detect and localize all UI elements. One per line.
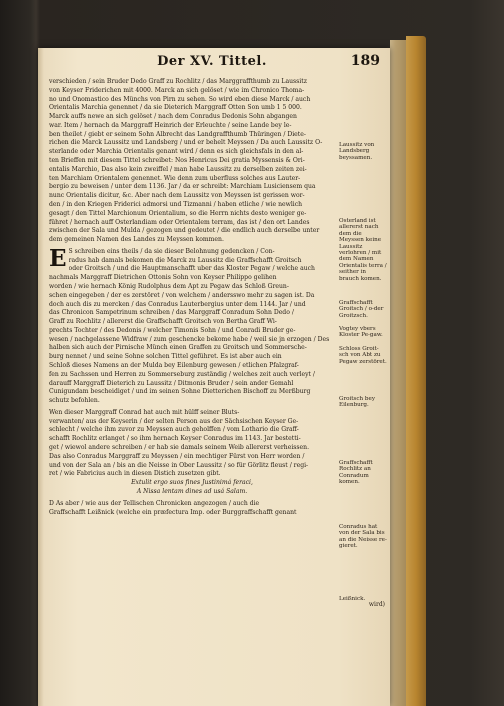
para1-line: führet / hernach auff Osterlandiam oder Orientalem terram, das ist / den ort Landes bbox=[49, 218, 310, 226]
para2-line: nachmals Marggraff Dietrichen Ottonis Sohn von Keyser Philippo gelihen bbox=[49, 274, 277, 282]
verse-line-1: Extulit ergo suos fines Justinimá feraci, bbox=[131, 479, 253, 487]
para1-line: no und Onomastico des Münchs von Pirn zu sehen. So wird eben diese Marck / auch bbox=[49, 95, 311, 103]
para2-line: halben sich auch der Pirnische Münch einen Graffen zu Groitsch und Sommersche- bbox=[49, 344, 307, 352]
paragraph-2 bbox=[49, 244, 335, 406]
para3-line: und von der Sala an / bis an die Neisse in Ober Laussitz / so für Görlitz fleust / regi- bbox=[49, 461, 309, 469]
main-text-column bbox=[49, 78, 335, 517]
book-cover-edge bbox=[406, 36, 426, 706]
para2-line: schutz befohlen. bbox=[49, 397, 100, 405]
running-title: Der XV. Tittel. bbox=[157, 54, 267, 69]
para3-line: Das also Conradus Marggraff zu Meyssen / ein mechtiger Fürst von Herr worden / bbox=[49, 452, 305, 460]
catchword: wird) bbox=[368, 601, 385, 609]
para1-line: den / in den Kriegen Friderici admorsi und Tizmanni / haben etliche / wie newlich bbox=[49, 200, 303, 208]
para1-line: ten Marchiam Orientalem genennet. Wie denn zum uberfluss solches aus Lauter- bbox=[49, 174, 301, 182]
para2-line: fen zu Sachssen und Herren zu Sommerseburg zuständig / welches zeit auch verleyt / bbox=[49, 370, 315, 378]
para3-line: schafft Rochlitz erlanget / so ihm hernach Keyser Conradus im 1143. Jar bestetti- bbox=[49, 435, 301, 443]
margin-note: Groitsch bey Eilenburg. bbox=[339, 396, 375, 409]
para1-line: gesagt / den Tittel Marchionum Orientalium, so die Herrn nichts desto weniger ge- bbox=[49, 209, 307, 217]
para1-line: Marck auffs newe an sich gelöset / nach dem Conradus Dedonis Sohn abgangen bbox=[49, 113, 297, 121]
margin-note: Vogtey vbers Kloster Pe-gaw. bbox=[339, 326, 383, 339]
para1-line: verschieden / sein Bruder Dedo Graff zu Rochlitz / das Marggraffthumb zu Laussitz bbox=[49, 78, 307, 85]
margin-note: Schloss Groit-sch von Abt zu Pegaw zerstöret. bbox=[339, 346, 387, 365]
paragraph-4-line-1: D As aber / wie aus der Tellischen Chronicken angezogen / auch die bbox=[49, 499, 260, 507]
para1-line: sterlande oder Marchia Orientalis genant wird / denn es sich gleichsfals in den al- bbox=[49, 148, 304, 156]
margin-note: Osterland ist allererst nach dem die Meyssen keine Laussitz verlohren / mit dem Namen Orientalis terra / seither in brauch komen. bbox=[339, 218, 387, 282]
para1-line: Orientalis Marchia genennet / da sie Dieterich Marggraff Otten Son umb 1 5 000. bbox=[49, 104, 302, 112]
paragraph-4-line-2: Graffschafft Leißnick (welche ein præfectura Imp. oder Burggraffschafft genant bbox=[49, 508, 297, 516]
para3-line: schlecht / welche ihm zuvor zu Meyssen auch geholffen / vom Lothario die Graff- bbox=[49, 426, 299, 434]
page-header bbox=[40, 54, 384, 76]
para1-line: bergio zu beweisen / unter dem 1136. Jar / da er schreibt: Marchiam Lusiciensem qua bbox=[49, 183, 316, 191]
para3-line: verwanten/ aus der Keyserin / der selten Person aus der Sächsischen Keyser Ge- bbox=[49, 417, 299, 425]
para2-line: schen eingegeben / der es zerstöret / von welchem / andersswo mehr zu sagen ist. Da bbox=[49, 291, 315, 299]
verse-line-2: A Nissa lentam dines ad usá Salam. bbox=[136, 487, 248, 495]
paragraph-1 bbox=[49, 78, 335, 245]
drop-initial: E bbox=[49, 244, 67, 272]
para2-line: worden / wie hernach König Rudolphus dem Apt zu Pegaw das Schloß Greun- bbox=[49, 282, 289, 290]
para1-line: zwischen der Sala und Mulda / gezogen und gedeutet / die endlich auch derselbe unter bbox=[49, 227, 320, 235]
margin-note: Laussitz von Landsberg beyssamen. bbox=[339, 142, 375, 161]
para2-line: darauff Marggraff Dieterich zu Laussitz / Ditmonis Bruder / sein ander Gemahl bbox=[49, 379, 294, 387]
para2-line: burg nennet / und seine Sohne solchen Tittel geführet. Es ist aber auch ein bbox=[49, 353, 282, 361]
paragraph-4 bbox=[49, 500, 335, 518]
para1-line: dem gemeinen Namen des Landes zu Meyssen kommen. bbox=[49, 236, 224, 244]
para2-line: prechts Tochter / des Dedonis / welcher Timonis Sohn / und Conradi Bruder ge- bbox=[49, 326, 296, 334]
para3-line: Wen dieser Marggraff Conrad hat auch mit hülff seiner Bluts- bbox=[49, 408, 240, 416]
para2-line: radus hab damals bekomen die Marck zu Laussitz die Graffschafft Groitsch bbox=[68, 256, 302, 264]
margin-note: Graffschafft Rochlitz an Conradum komen. bbox=[339, 460, 373, 486]
para2-line: Cunigundam bescheidiget / und im seinen Sohne Dietterichen Bischoff zu Merßburg bbox=[49, 388, 311, 396]
para2-line: Schloß dieses Namens an der Mulda bey Eilenburg gewesen / etlichen Pfalzgraf- bbox=[49, 362, 299, 369]
para1-line: von Keyser Friderichen mit 4000. Marck an sich gelöset / wie im Chronico Thoma- bbox=[49, 86, 305, 94]
para2-line: S schreiben eins theils / da sie dieser Belohnung gedencken / Con- bbox=[68, 247, 275, 255]
para3-line: get / wiewol andere schreiben / er hab sie damals seinem Weib allererst verheissen. bbox=[49, 444, 310, 452]
para2-line: das Chronicon Sampetrinum schreiben / das Marggraff Conradum Sohn Dedo / bbox=[49, 309, 294, 317]
margin-note: Graffschafft Groitsch / o-der Groitzsch. bbox=[339, 300, 384, 319]
para1-line: ben theilet / giebt er seinem Sohn Albrecht das Landgraffthumb Thüringen / Diete- bbox=[49, 130, 306, 138]
margin-note: Conradus hat von der Sala bis an die Neisse re-gieret. bbox=[339, 524, 387, 550]
para1-line: war. Item / hernach da Marggraff Heinrich der Erleuchte / seine Lande bey le- bbox=[49, 121, 292, 129]
para2-line: doch auch dis zu mercken / das Conradus Lauterbergius unter dem 1144. Jar / und bbox=[49, 300, 306, 308]
para1-line: richen die Marck Laussitz und Landsberg / und er behelt Meyssen / Da auch Laussitz O- bbox=[49, 139, 323, 147]
paragraph-3 bbox=[49, 409, 335, 479]
para2-line: Graff zu Rochlitz / allererst die Graffschafft Groitsch von Bertha Graff Wi- bbox=[49, 318, 277, 326]
page-stack-edge bbox=[390, 40, 406, 706]
para2-line: oder Groitsch / und die Hauptmanschafft uber das Kloster Pegaw / welche auch bbox=[68, 265, 315, 273]
latin-verse bbox=[49, 479, 335, 497]
margin-note: Leißnick. bbox=[339, 596, 366, 602]
para1-line: nunc Orientalis dicitur, &c. Aber nach dem Laussitz von Meyssen ist gerissen wor- bbox=[49, 192, 305, 200]
para3-line: ret / wie Fabricius auch in diesen Distich zusetzen gibt. bbox=[49, 470, 221, 478]
para1-line: ten Brieffen mit diesem Tittel schreibet: Nos Henricus Dei gratia Myssensis & Ori- bbox=[49, 157, 305, 165]
page-number: 189 bbox=[350, 53, 380, 69]
para1-line: entalis Marchio, Das also kein zweiffel / man habe Laussitz zu derselben zeiten zei- bbox=[49, 165, 307, 173]
para2-line: wesen / nachgelassene Widfraw / zum geschencke bekome habe / weil sie jn erzogen / Des bbox=[49, 335, 330, 343]
